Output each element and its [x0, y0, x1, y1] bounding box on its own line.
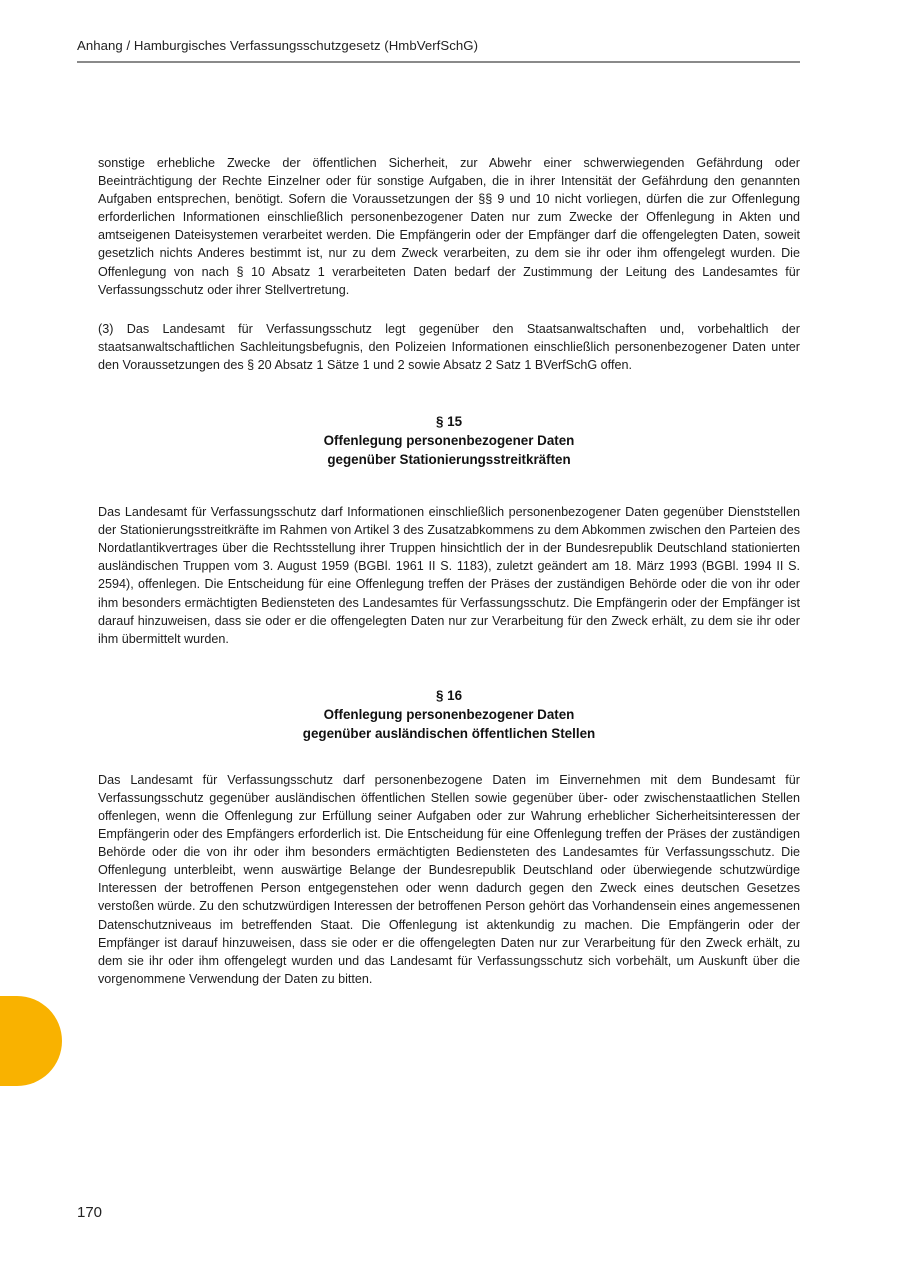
section-15-heading: [98, 412, 800, 469]
section-16-heading: [98, 686, 800, 743]
section-15-title-line2: gegenüber Stationierungsstreitkräften: [327, 452, 571, 468]
section-16-number: § 16: [435, 687, 463, 703]
section-15-title-line1: Offenlegung personenbezogener Daten: [323, 433, 575, 449]
section-16-title-line2: gegenüber ausländischen öffentlichen Stellen: [302, 725, 596, 741]
section-15-number: § 15: [435, 414, 463, 430]
chapter-tab-marker: [0, 996, 62, 1086]
section-15-text: Das Landesamt für Verfassungsschutz darf Informationen einschließlich personenbezogener Daten gegenüber Dienststellen der Stationierungsstreitkräfte im Rahmen von Artikel 3 des Zusatzabkommens zu dem Abkommen zwischen den Parteien des Nordatlantikvertrages über die Rechtsstellung ihrer Truppen hinsichtlich der in der Bundesrepublik Deutschland stationierten ausländischen Truppen vom 3. August 1959 (BGBl. 1961 II S. 1183), zuletzt geändert am 18. März 1993 (BGBl. 1994 II S. 2594), offenlegen. Die Entscheidung für eine Offenlegung treffen der Präses der zuständigen Behörde oder die von ihr oder ihm besonders ermächtigten Bediensteten des Landesamtes für Verfassungsschutz. Die Empfängerin oder der Empfänger ist darauf hinzuweisen, dass sie oder er die offengelegten Daten nur zur Verarbeitung für den Zweck erhält, zu dem sie ihr oder ihm übermittelt wurden.: [98, 505, 800, 646]
header-divider: [77, 61, 800, 63]
page-number: 170: [77, 1204, 103, 1221]
continuation-paragraph: sonstige erhebliche Zwecke der öffentlichen Sicherheit, zur Abwehr einer schwerwiegenden Gefährdung oder Beeinträchtigung der Rechte Einzelner oder für sonstige Aufgaben, die in ihrer Intensität der Gefährdung den genannten Aufgaben entsprechen, benötigt. Sofern die Voraussetzungen der §§ 9 und 10 nicht vorliegen, dürfen die zur Offenlegung erforderlichen Informationen einschließlich personenbezogener Daten nur zum Zwecke der Offenlegung in Akten und amtseigenen Dateisystemen verarbeitet werden. Die Empfängerin oder der Empfänger darf die offengelegten Daten, soweit gesetzlich nichts Anderes bestimmt ist, nur zu dem Zweck verarbeiten, zu dem sie ihr oder ihm offengelegt wurden. Die Offenlegung von nach § 10 Absatz 1 verarbeiteten Daten bedarf der Zustimmung der Leitung des Landesamtes für Verfassungsschutz oder ihrer Stellvertretung.: [98, 156, 800, 297]
section-16-text: Das Landesamt für Verfassungsschutz darf personenbezogene Daten im Einvernehmen mit dem Bundesamt für Verfassungsschutz gegenüber ausländischen öffentlichen Stellen sowie gegenüber über- oder zwischenstaatlichen Stellen offenlegen, wenn die Offenlegung zur Erfüllung seiner Aufgaben oder zur Wahrung erheblicher Sicherheitsinteressen der Empfängerin oder des Empfängers erforderlich ist. Die Entscheidung für eine Offenlegung treffen der Präses der zuständigen Behörde oder die von ihr oder ihm besonders ermächtigten Bediensteten des Landesamtes für Verfassungsschutz. Die Offenlegung unterbleibt, wenn auswärtige Belange der Bundesrepublik Deutschland oder überwiegende schutzwürdige Interessen der betroffenen Person entgegenstehen oder wenn dadurch gegen den Zweck eines deutschen Gesetzes verstoßen würde. Zu den schutzwürdigen Interessen der betroffenen Person gehört das Vorhandensein eines angemessenen Datenschutzniveaus im betreffenden Staat. Die Offenlegung ist aktenkundig zu machen. Die Empfängerin oder der Empfänger ist darauf hinzuweisen, dass sie oder er die offengelegten Daten nur zur Verarbeitung für den Zweck erhält, zu dem sie ihr oder ihm offengelegt wurden und das Landesamt für Verfassungsschutz sich vorbehält, um Auskunft über die vorgenommene Verwendung der Daten zu bitten.: [98, 772, 800, 986]
page-body: [98, 154, 800, 988]
section-16-title-line1: Offenlegung personenbezogener Daten: [323, 706, 575, 722]
running-header: Anhang / Hamburgisches Verfassungsschutzgesetz (HmbVerfSchG): [77, 38, 479, 53]
paragraph-3: (3) Das Landesamt für Verfassungsschutz legt gegenüber den Staatsanwaltschaften und, vorbehaltlich der staatsanwaltschaftlichen Sachleitungsbefugnis, den Polizeien Informationen einschließlich personenbezogener Daten unter den Voraussetzungen des § 20 Absatz 1 Sätze 1 und 2 sowie Absatz 2 Satz 1 BVerfSchG offen.: [98, 321, 800, 372]
